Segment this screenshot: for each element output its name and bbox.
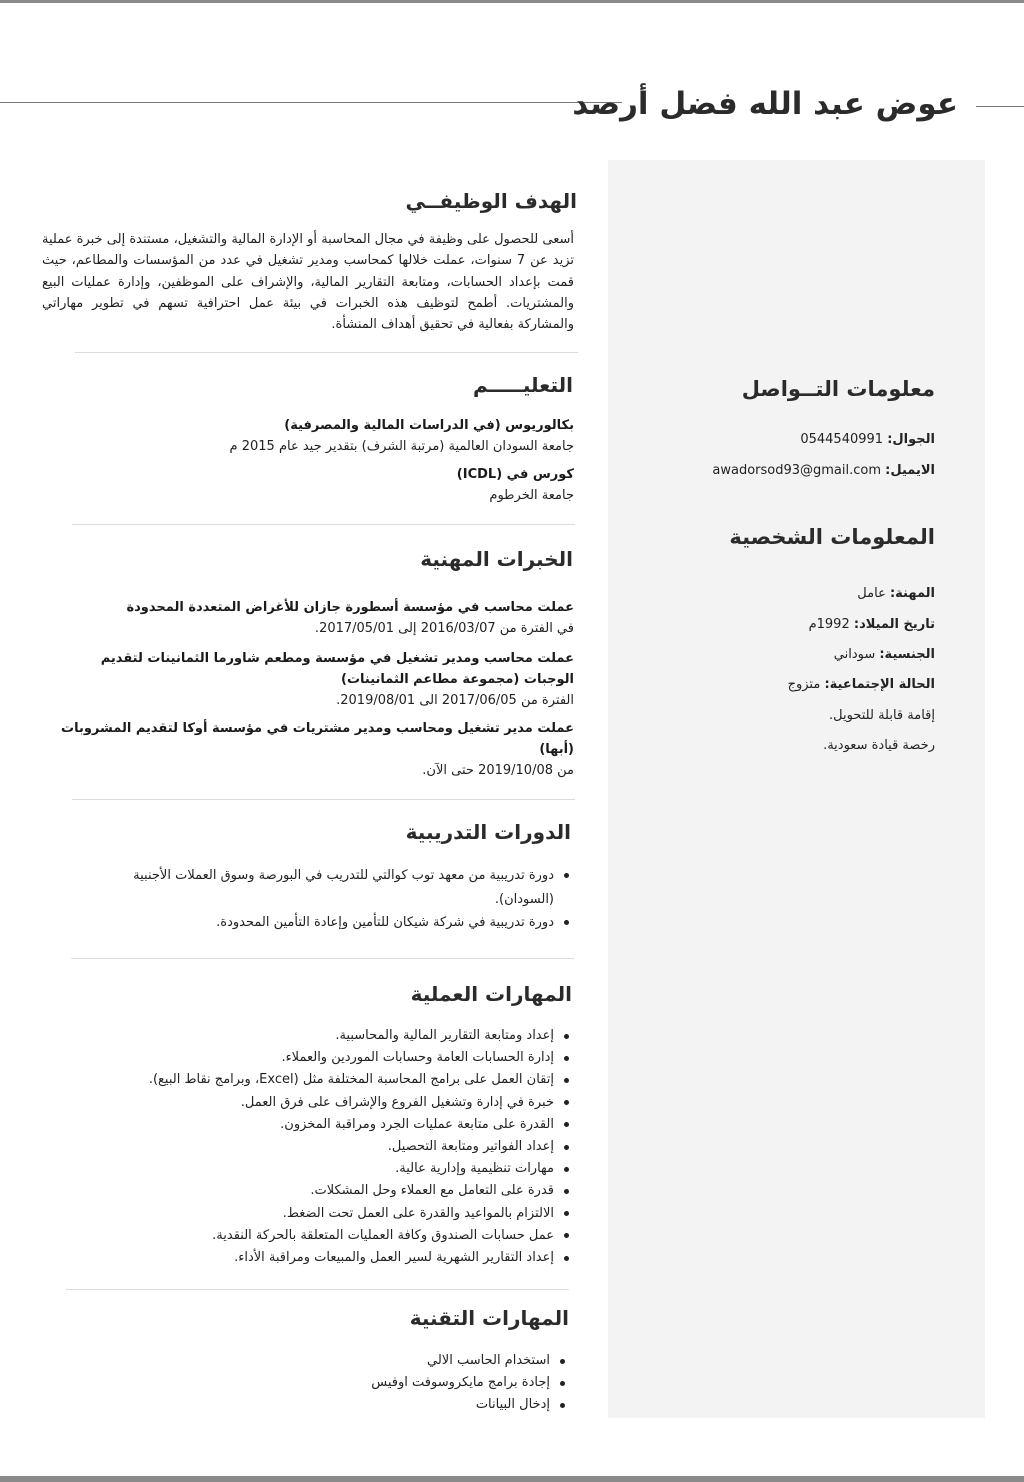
- experience-item: [54, 597, 574, 639]
- divider-experience: [72, 799, 575, 800]
- training-title: الدورات التدريبية: [405, 820, 571, 844]
- personal-extra-license: [823, 738, 935, 753]
- nationality-label: الجنسية:: [879, 647, 935, 662]
- experience-period: من 2019/10/08 حتى الآن.: [422, 763, 574, 778]
- contact-title: معلومات التــواصل: [741, 377, 935, 401]
- education-university: جامعة السودان العالمية (مرتبة الشرف) بتقدير جيد عام 2015 م: [229, 439, 574, 454]
- list-item: دورة تدريبية من معهد توب كوالتي للتدريب في البورصة وسوق العملات الأجنبية (السودان).: [84, 864, 554, 911]
- top-border: [0, 0, 1024, 3]
- list-item: دورة تدريبية في شركة شيكان للتأمين وإعادة التأمين المحدودة.: [84, 911, 554, 935]
- email-value[interactable]: awadorsod93@gmail.com: [712, 463, 882, 478]
- experience-title: الخبرات المهنية: [420, 547, 573, 571]
- bottom-border: [0, 1476, 1024, 1482]
- phone-label: الجوال:: [887, 432, 935, 447]
- residence-text: إقامة قابلة للتحويل.: [829, 708, 935, 723]
- objective-text: أسعى للحصول على وظيفة في مجال المحاسبة أو الإدارة المالية والتشغيل، مستندة إلى خبرة عملية تزيد عن 7 سنوات، عملت خلالها كمحاسب ومدير تشغيل في عدد من المؤسسات والمطاعم، حيث قمت بإعداد الحسابات، ومتابعة التقارير المالية، والإشراف على الموظفين، وإدارة عمليات البيع والمشتريات. أطمح لتوظيف هذه الخبرات في بيئة عمل احترافية تسهم في تطوير مهاراتي والمشاركة بفعالية في تحقيق أهداف المنشأة.: [42, 232, 574, 333]
- education-item: [174, 464, 574, 506]
- experience-role: عملت محاسب ومدير تشغيل في مؤسسة ومطعم شاورما الثمانينات لتقديم الوجبات (مجموعة مطاعم الثمانينات): [100, 651, 574, 687]
- email-label: الايميل:: [885, 463, 935, 478]
- license-text: رخصة قيادة سعودية.: [823, 738, 935, 753]
- technical-skills-list: [200, 1350, 566, 1417]
- training-list: [84, 864, 570, 935]
- candidate-name: عوض عبد الله فضل أرصد: [572, 86, 958, 122]
- practical-skills-title: المهارات العملية: [410, 982, 572, 1006]
- personal-section: [729, 525, 935, 549]
- sidebar-panel: [608, 160, 985, 1418]
- birthdate-label: تاريخ الميلاد:: [853, 617, 935, 632]
- experience-item: [54, 648, 574, 711]
- personal-title: المعلومات الشخصية: [729, 525, 935, 549]
- list-item: إتقان العمل على برامج المحاسبة المختلفة مثل (Excel، وبرامج نقاط البيع).: [74, 1069, 554, 1091]
- divider-practical-skills: [66, 1289, 569, 1290]
- personal-marital-status: [788, 677, 935, 692]
- personal-extra-residence: [829, 708, 935, 723]
- education-title: التعليـــــم: [472, 373, 573, 397]
- nationality-value: سوداني: [833, 647, 876, 662]
- marital-value: متزوج: [787, 677, 821, 692]
- experience-role: عملت محاسب في مؤسسة أسطورة جازان للأغراض المتعددة المحدودة: [126, 600, 574, 615]
- personal-birthdate: [809, 617, 935, 632]
- practical-skills-list: [74, 1025, 570, 1269]
- list-item: استخدام الحاسب الالي: [200, 1350, 550, 1372]
- occupation-value: عامل: [857, 586, 886, 601]
- divider-training: [71, 958, 574, 959]
- list-item: الالتزام بالمواعيد والقدرة على العمل تحت الضغط.: [74, 1203, 554, 1225]
- personal-occupation: [857, 586, 935, 601]
- list-item: القدرة على متابعة عمليات الجرد ومراقبة المخزون.: [74, 1114, 554, 1136]
- experience-item: [54, 718, 574, 781]
- header-rule-left: [0, 102, 622, 103]
- personal-nationality: [834, 647, 935, 662]
- objective-title: الهدف الوظيفــي: [405, 189, 577, 213]
- contact-section: [742, 377, 935, 401]
- list-item: مهارات تنظيمية وإدارية عالية.: [74, 1158, 554, 1180]
- marital-label: الحالة الإجتماعية:: [824, 677, 935, 692]
- technical-skills-title: المهارات التقنية: [409, 1306, 569, 1330]
- phone-value[interactable]: 0544540991: [800, 432, 884, 447]
- list-item: إدارة الحسابات العامة وحسابات الموردين والعملاء.: [74, 1047, 554, 1069]
- education-course-institution: جامعة الخرطوم: [489, 488, 574, 503]
- list-item: قدرة على التعامل مع العملاء وحل المشكلات.: [74, 1180, 554, 1202]
- contact-email: [712, 463, 935, 478]
- list-item: خبرة في إدارة وتشغيل الفروع والإشراف على فرق العمل.: [74, 1092, 554, 1114]
- divider-objective: [75, 352, 578, 353]
- experience-period: الفترة من 2017/06/05 الى 2019/08/01.: [336, 693, 574, 708]
- list-item: إعداد التقارير الشهرية لسير العمل والمبيعات ومراقبة الأداء.: [74, 1247, 554, 1269]
- list-item: إعداد ومتابعة التقارير المالية والمحاسبية.: [74, 1025, 554, 1047]
- experience-role: عملت مدير تشغيل ومحاسب ومدير مشتريات في مؤسسة أوكا لتقديم المشروبات (أبها): [61, 721, 574, 757]
- divider-education: [72, 524, 575, 525]
- experience-period: في الفترة من 2016/03/07 إلى 2017/05/01.: [314, 621, 574, 636]
- education-degree: بكالوريوس (في الدراسات المالية والمصرفية): [284, 418, 574, 433]
- occupation-label: المهنة:: [889, 586, 935, 601]
- list-item: إعداد الفواتير ومتابعة التحصيل.: [74, 1136, 554, 1158]
- list-item: إدخال البيانات: [200, 1394, 550, 1416]
- list-item: عمل حسابات الصندوق وكافة العمليات المتعلقة بالحركة النقدية.: [74, 1225, 554, 1247]
- contact-phone: [800, 432, 935, 447]
- education-item: [174, 415, 574, 457]
- list-item: إجادة برامج مايكروسوفت اوفيس: [200, 1372, 550, 1394]
- birthdate-value: 1992م: [808, 617, 850, 632]
- header-rule-right: [976, 106, 1024, 107]
- education-course: كورس في (ICDL): [456, 467, 574, 482]
